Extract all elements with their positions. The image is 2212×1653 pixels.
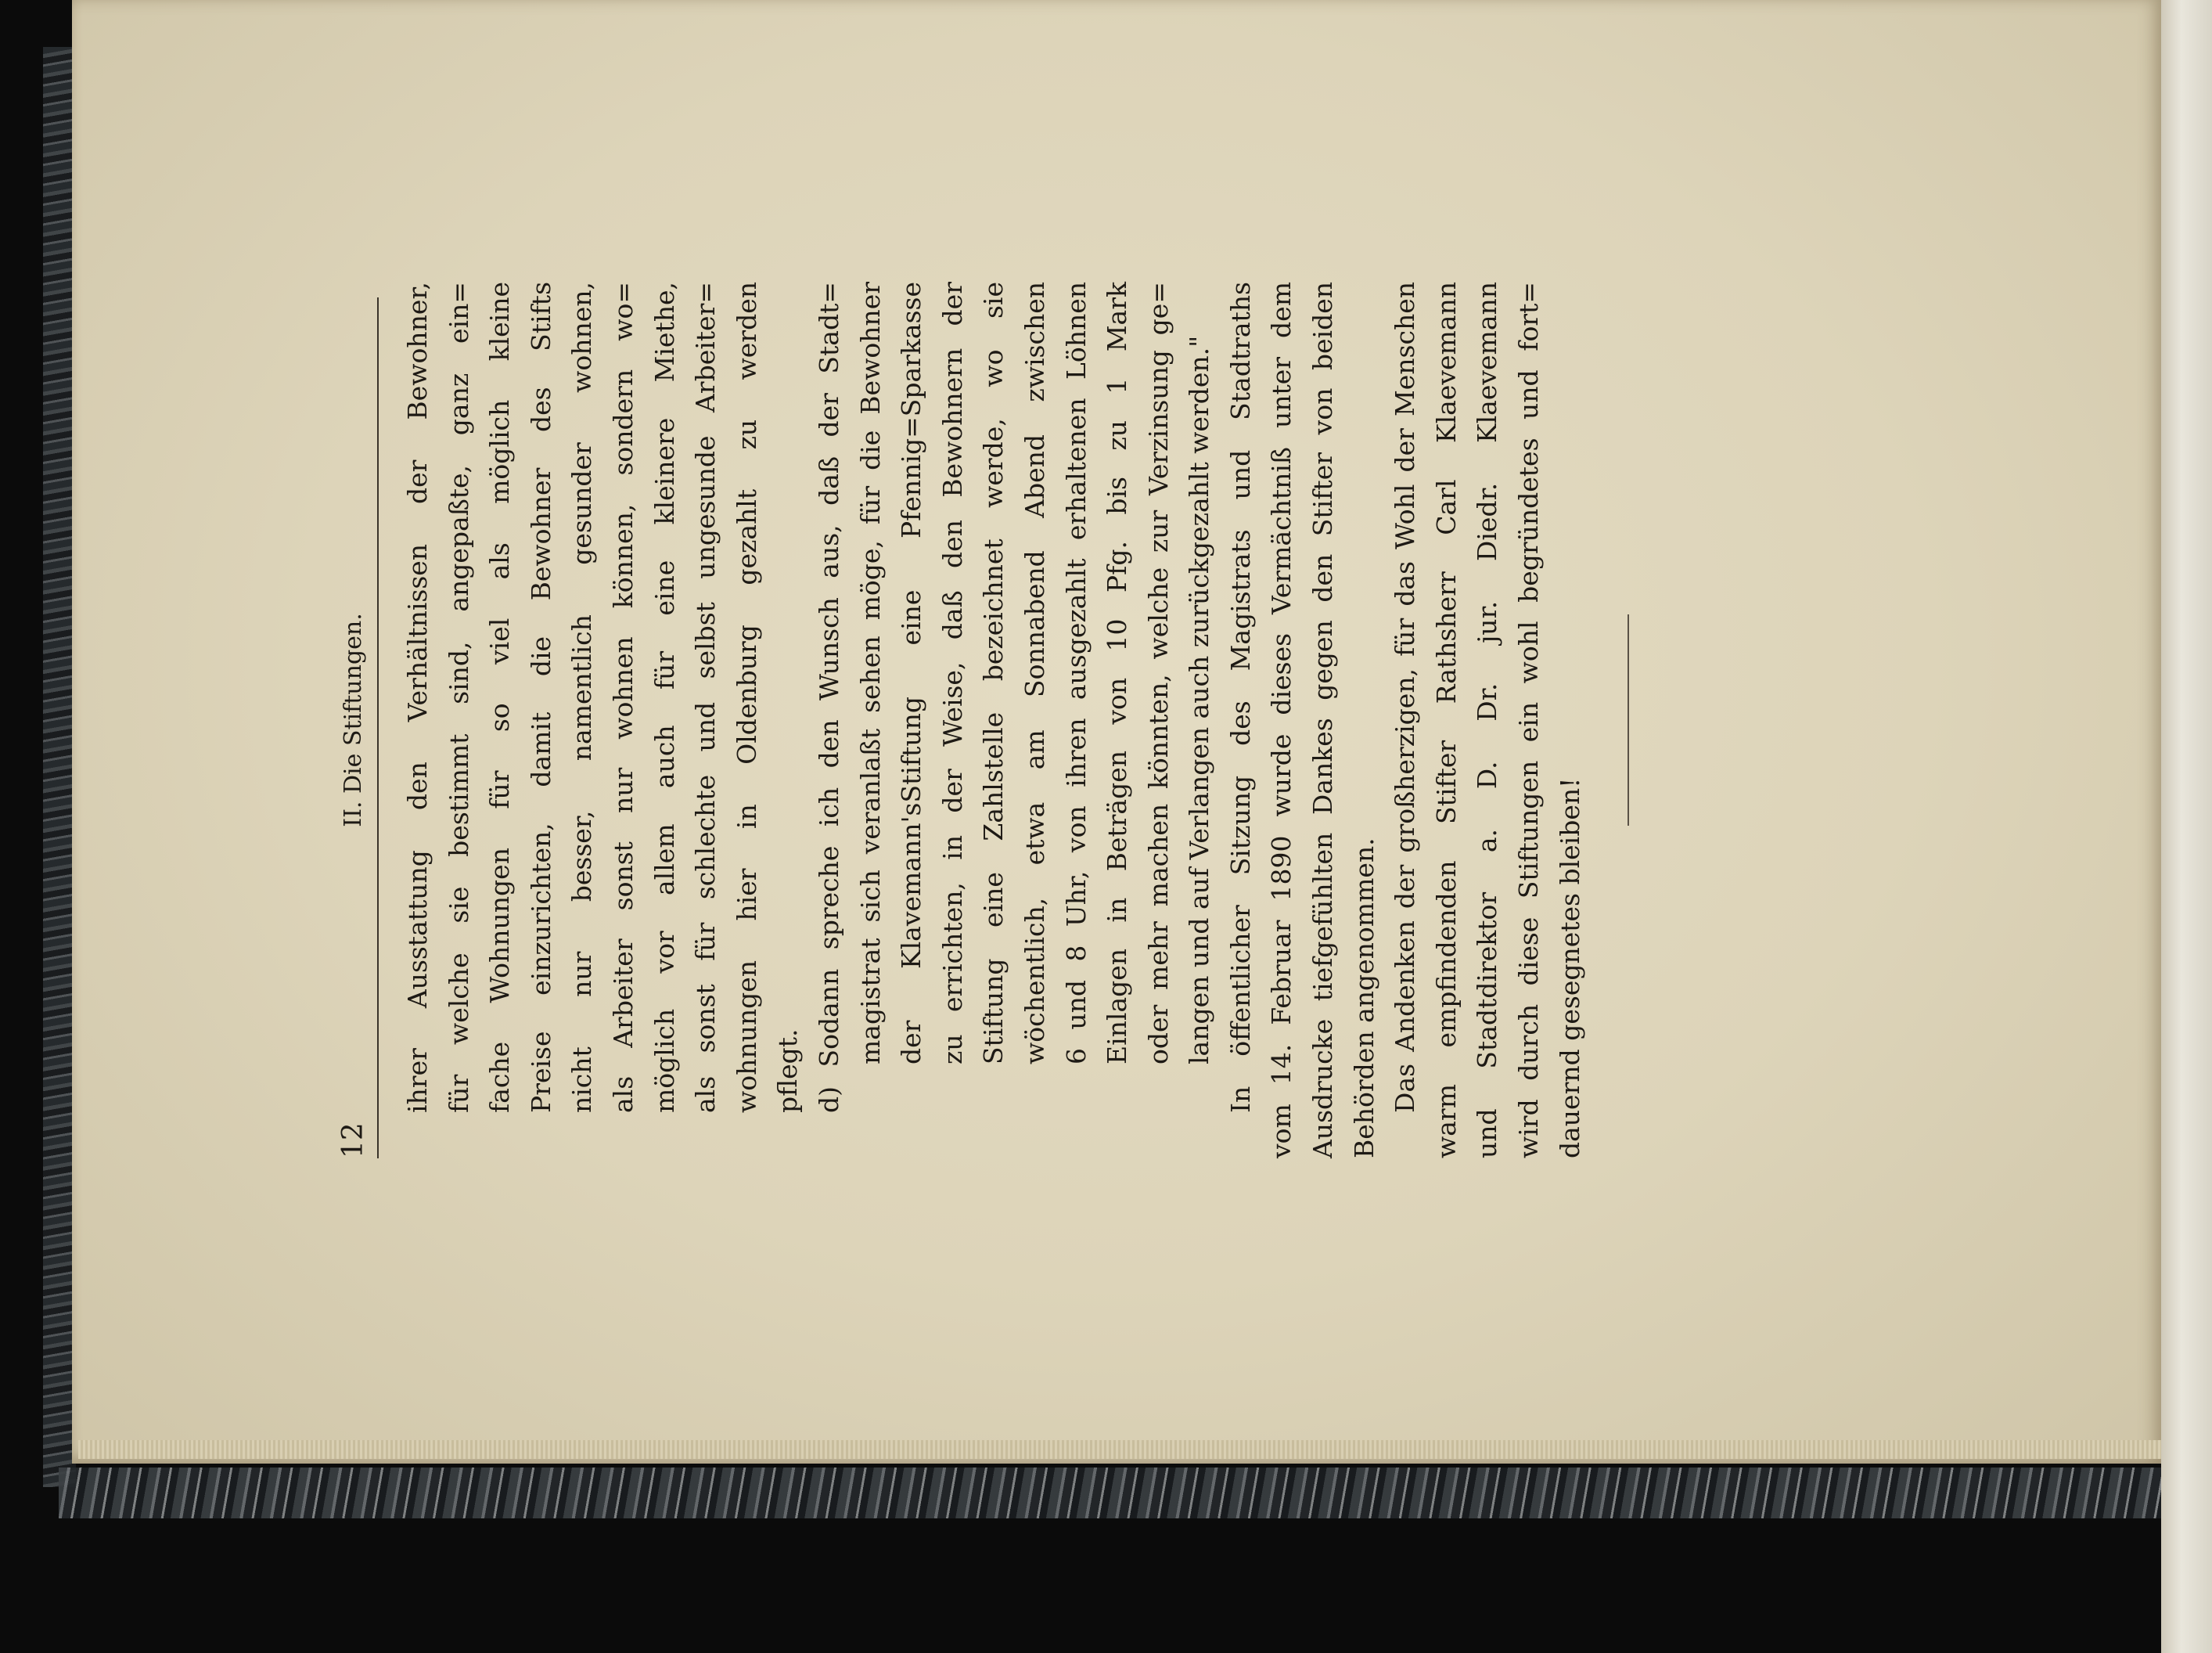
text-line: als sonst für schlechte und selbst ungesunde Arbeiter= (690, 282, 721, 1113)
text-line: zu errichten, in der Weise, daß den Bewohnern der (937, 282, 968, 1064)
text-line: 6 und 8 Uhr, von ihren ausgezahlt erhaltenen Löhnen (1060, 282, 1092, 1064)
text-line: dauernd gesegnetes bleiben! (1554, 777, 1585, 1158)
closing-rule (1628, 614, 1629, 826)
text-line: nicht nur besser, namentlich gesunder wohnen, (566, 282, 598, 1113)
text-line: möglich vor allem auch für eine kleinere Miethe, (649, 282, 680, 1113)
text-line: langen und auf Verlangen auch zurückgezahlt werden." (1184, 335, 1215, 1064)
header-rule (377, 297, 379, 1158)
text-line: fache Wohnungen für so viel als möglich kleine (484, 282, 516, 1113)
text-line: Einlagen in Beträgen von 10 Pfg. bis zu 1 Mark (1102, 282, 1133, 1064)
facing-page-strip (2161, 0, 2212, 1653)
text-line: für welche sie bestimmt sind, angepaßte, ganz ein= (443, 282, 474, 1113)
text-line: oder mehr machen könnten, welche zur Verzinsung ge= (1142, 282, 1174, 1064)
page-edges (78, 1440, 2161, 1459)
text-line: Preise einzurichten, damit die Bewohner des Stifts (525, 282, 556, 1113)
text-line: wird durch diese Stiftungen ein wohl begründetes und fort= (1513, 282, 1545, 1158)
text-line: d) Sodann spreche ich den Wunsch aus, daß der Stadt= (813, 282, 844, 1113)
text-line: Behörden angenommen. (1348, 837, 1379, 1158)
body-text (397, 282, 1591, 1158)
text-line: wöchentlich, etwa am Sonnabend Abend zwischen (1019, 282, 1050, 1064)
text-line: Ausdrucke tiefgefühlten Dankes gegen den Stifter von beiden (1307, 282, 1339, 1158)
running-head (336, 282, 371, 1158)
text-line: In öffentlicher Sitzung des Magistrats und Stadtraths (1225, 282, 1256, 1113)
page-number: 12 (337, 1122, 369, 1158)
text-line: als Arbeiter sonst nur wohnen können, sondern wo= (607, 282, 638, 1113)
paragraph-3 (1221, 282, 1385, 1158)
paragraph-2 (809, 282, 1221, 1158)
paragraph-4 (1385, 282, 1591, 1158)
text-line: vom 14. Februar 1890 wurde dieses Vermächtniß unter dem (1266, 282, 1297, 1158)
text-line: Stiftung eine Zahlstelle bezeichnet werde, wo sie (978, 282, 1009, 1064)
running-head-title: II. Die Stiftungen. (340, 613, 367, 827)
marbled-edge-bottom (59, 1468, 2171, 1518)
text-line: warm empfindenden Stifter Rathsherr Carl Klaevemann (1430, 282, 1462, 1158)
text-block (336, 282, 1585, 1158)
marbled-edge-left (43, 47, 76, 1487)
text-line: pflegt. (772, 1028, 804, 1113)
text-line: der Klavemann'sStiftung eine Pfennig=Sparkasse (896, 282, 927, 1064)
text-line: Das Andenken der großherzigen, für das Wohl der Menschen (1390, 282, 1421, 1113)
text-line: magistrat sich veranlaßt sehen möge, für die Bewohner (854, 282, 886, 1064)
paragraph-1 (397, 282, 809, 1158)
text-line: ihrer Ausstattung den Verhältnissen der Bewohner, (402, 282, 433, 1113)
text-line: wohnungen hier in Oldenburg gezahlt zu werden (731, 282, 762, 1113)
text-line: und Stadtdirektor a. D. Dr. jur. Diedr. Klaevemann (1472, 282, 1503, 1158)
